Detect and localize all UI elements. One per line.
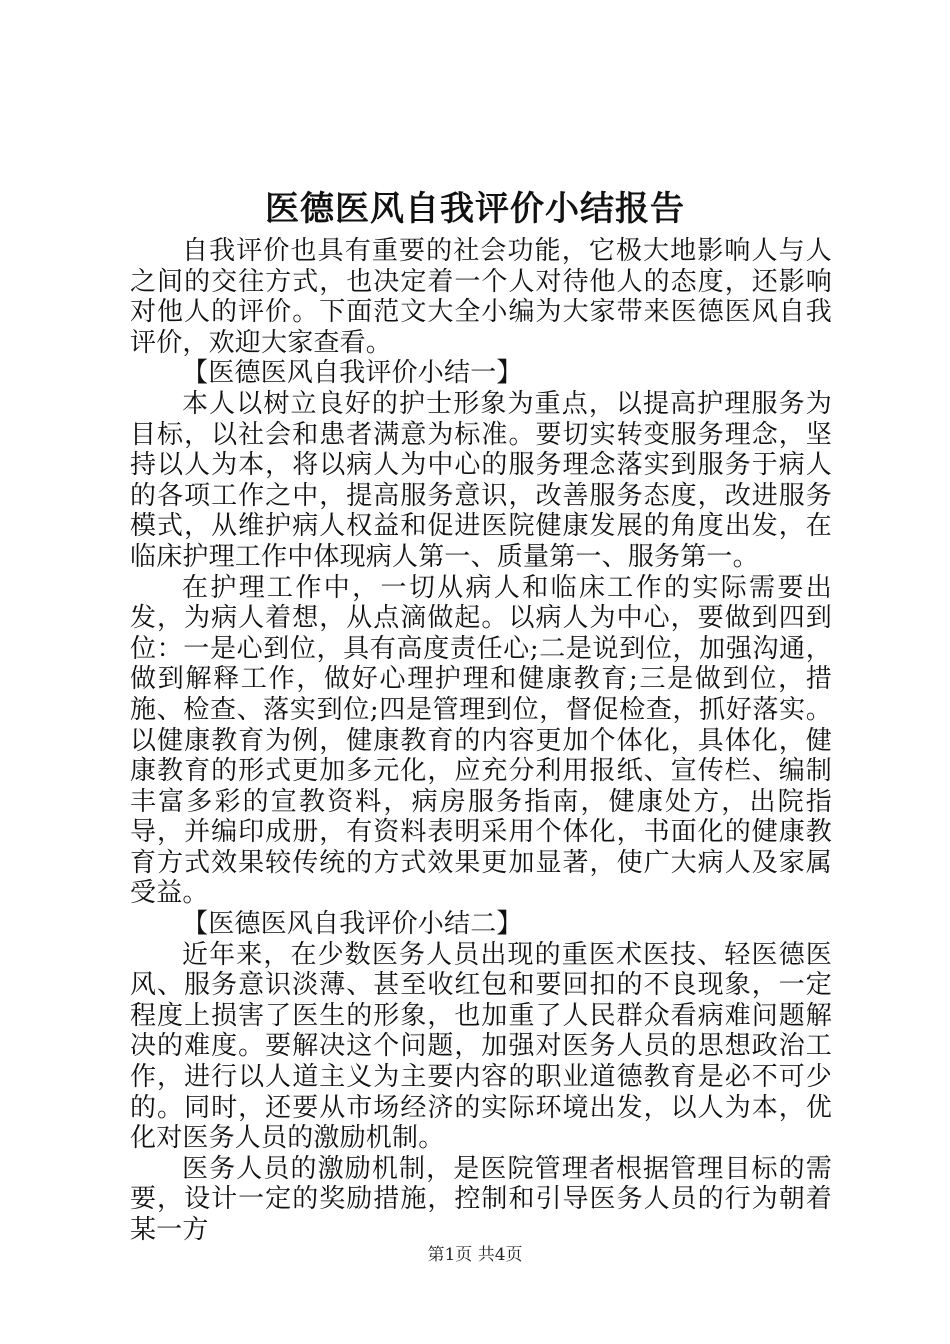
page-number-footer: 第1页 共4页 [427, 1245, 523, 1265]
section-2-paragraph-1: 近年来，在少数医务人员出现的重医术医技、轻医德医风、服务意识淡薄、甚至收红包和要回扣的不良现象，一定程度上损害了医生的形象，也加重了人民群众看病难问题解决的难度。要解决这个问题，加强对医务人员的思想政治工作，进行以人道主义为主要内容的职业道德教育是必不可少的。同时，还要从市场经济的实际环境出发，以人为本，优化对医务人员的激励机制。 [130, 939, 832, 1154]
document-body [130, 236, 832, 1246]
section-1-paragraph-1: 本人以树立良好的护士形象为重点，以提高护理服务为目标，以社会和患者满意为标准。要切实转变服务理念，坚持以人为本，将以病人为中心的服务理念落实到服务于病人的各项工作之中，提高服务意识，改善服务态度，改进服务模式，从维护病人权益和促进医院健康发展的角度出发，在临床护理工作中体现病人第一、质量第一、服务第一。 [130, 388, 832, 572]
section-2-paragraph-2: 医务人员的激励机制，是医院管理者根据管理目标的需要，设计一定的奖励措施，控制和引导医务人员的行为朝着某一方 [130, 1153, 832, 1245]
section-heading-1: 【医德医风自我评价小结一】 [182, 358, 523, 389]
document-title: 医德医风自我评价小结报告 [265, 189, 685, 229]
intro-paragraph: 自我评价也具有重要的社会功能，它极大地影响人与人之间的交往方式，也决定着一个人对待他人的态度，还影响对他人的评价。下面范文大全小编为大家带来医德医风自我评价，欢迎大家查看。 [130, 236, 832, 358]
section-heading-2: 【医德医风自我评价小结二】 [182, 909, 523, 940]
section-1-paragraph-2: 在护理工作中，一切从病人和临床工作的实际需要出发，为病人着想，从点滴做起。以病人为中心，要做到四到位：一是心到位，具有高度责任心;二是说到位，加强沟通，做到解释工作，做好心理护理和健康教育;三是做到位，措施、检查、落实到位;四是管理到位，督促检查，抓好落实。以健康教育为例，健康教育的内容更加个体化，具体化，健康教育的形式更加多元化，应充分利用报纸、宣传栏、编制丰富多彩的宣教资料，病房服务指南，健康处方，出院指导，并编印成册，有资料表明采用个体化，书面化的健康教育方式效果较传统的方式效果更加显著，使广大病人及家属受益。 [130, 572, 832, 909]
